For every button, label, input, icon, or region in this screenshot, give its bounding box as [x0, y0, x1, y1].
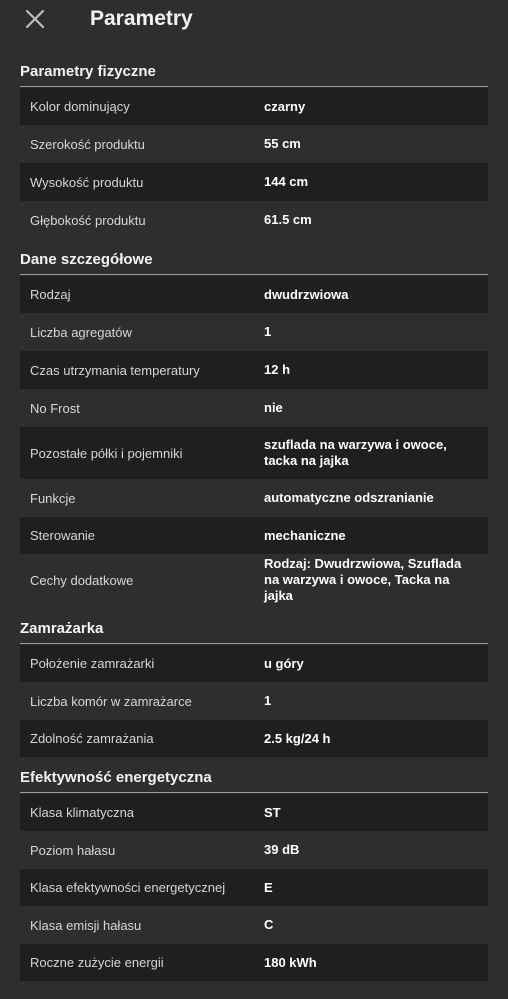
spec-value: 39 dB — [264, 842, 300, 857]
spec-label: Funkcje — [30, 490, 76, 506]
spec-row — [20, 831, 488, 869]
spec-row — [20, 906, 488, 944]
spec-value: nie — [264, 400, 283, 415]
spec-row — [20, 794, 488, 831]
spec-label: Klasa klimatyczna — [30, 805, 135, 820]
spec-row — [20, 125, 488, 163]
spec-label: Wysokość produktu — [30, 174, 144, 190]
spec-row — [20, 479, 488, 517]
spec-value: C — [264, 917, 274, 932]
spec-label: Głębokość produktu — [30, 212, 146, 228]
spec-value: ST — [264, 804, 281, 820]
spec-value: 144 cm — [264, 174, 309, 189]
spec-row — [20, 163, 488, 201]
close-button[interactable] — [24, 8, 46, 30]
section-title: Zamrażarka — [20, 620, 104, 637]
spec-row — [20, 276, 488, 313]
spec-label: No Frost — [30, 400, 80, 416]
section-title: Parametry fizyczne — [20, 63, 156, 80]
spec-row — [20, 645, 488, 682]
spec-value: E — [264, 879, 273, 895]
section-title: Efektywność energetyczna — [20, 769, 212, 786]
spec-label: Rodzaj — [30, 287, 71, 302]
spec-value: 12 h — [264, 362, 291, 377]
spec-value: szuflada na warzywa i owoce, tacka na jajka — [264, 437, 447, 468]
spec-value: automatyczne odszranianie — [264, 490, 434, 505]
spec-label: Zdolność zamrażania — [30, 731, 154, 746]
spec-row — [20, 682, 488, 720]
spec-row — [20, 201, 488, 239]
spec-value: u góry — [264, 655, 304, 671]
spec-row — [20, 88, 488, 125]
spec-row — [20, 517, 488, 554]
spec-label: Kolor dominujący — [30, 99, 130, 114]
section-title: Dane szczegółowe — [20, 251, 153, 268]
spec-row — [20, 427, 488, 479]
section-divider — [20, 792, 488, 793]
spec-label: Sterowanie — [30, 528, 96, 543]
spec-label: Szerokość produktu — [30, 136, 145, 152]
spec-value: 2.5 kg/24 h — [264, 730, 331, 746]
spec-value: 55 cm — [264, 136, 301, 151]
spec-label: Klasa efektywności energetycznej — [30, 880, 226, 895]
spec-value: 1 — [264, 324, 272, 339]
spec-row — [20, 389, 488, 427]
spec-label: Klasa emisji hałasu — [30, 917, 142, 933]
spec-value: dwudrzwiowa — [264, 286, 349, 302]
spec-value: czarny — [264, 98, 306, 114]
spec-value: 180 kWh — [264, 954, 317, 970]
spec-row — [20, 944, 488, 981]
spec-label: Liczba agregatów — [30, 324, 132, 340]
spec-value: 61.5 cm — [264, 212, 312, 227]
section-divider — [20, 86, 488, 87]
spec-value: mechaniczne — [264, 527, 346, 543]
top-bar — [0, 0, 508, 40]
close-icon — [24, 8, 46, 30]
spec-label: Czas utrzymania temperatury — [30, 362, 200, 378]
spec-label: Liczba komór w zamrażarce — [30, 693, 192, 709]
spec-row — [20, 313, 488, 351]
spec-label: Cechy dodatkowe — [30, 572, 134, 588]
spec-value: 1 — [264, 693, 272, 708]
spec-row — [20, 869, 488, 906]
spec-label: Pozostałe półki i pojemniki — [30, 445, 183, 461]
spec-value: Rodzaj: Dwudrzwiowa, Szuflada na warzywa i owoce, Tacka na jajka — [264, 556, 462, 603]
section-divider — [20, 274, 488, 275]
spec-label: Położenie zamrażarki — [30, 656, 155, 671]
page-title: Parametry — [90, 7, 193, 30]
spec-label: Poziom hałasu — [30, 842, 116, 858]
spec-row — [20, 554, 488, 606]
spec-label: Roczne zużycie energii — [30, 955, 164, 970]
spec-row — [20, 720, 488, 757]
section-divider — [20, 643, 488, 644]
spec-row — [20, 351, 488, 389]
